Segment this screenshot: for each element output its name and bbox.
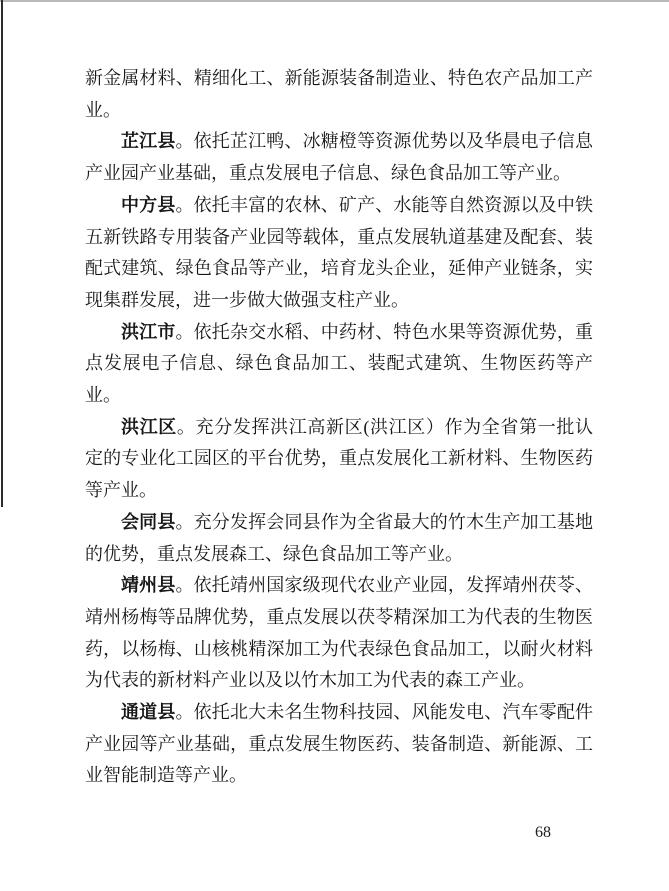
paragraph-text: 。依托丰富的农林、矿产、水能等自然资源以及中铁五新铁路专用装备产业园等载体，重点发展轨道基建及配套、装配式建筑、绿色食品等产业，培育龙头企业，延伸产业链条，实现集群发展，进一步做大做强支柱产业。	[85, 194, 594, 310]
paragraph-huitong-county	[85, 507, 593, 570]
paragraph-text: 。依托芷江鸭、冰糖橙等资源优势以及华晨电子信息产业园产业基础，重点发展电子信息、绿色食品加工等产业。	[85, 131, 594, 184]
paragraph-hongjiang-district	[85, 412, 593, 507]
county-name-huitong: 会同县	[121, 511, 176, 532]
paragraph-text: 。依托杂交水稻、中药材、特色水果等资源优势，重点发展电子信息、绿色食品加工、装配式建筑、生物医药等产业。	[85, 321, 594, 406]
paragraph-tongdao-county	[85, 697, 593, 792]
county-name-hongjiang-district: 洪江区	[121, 416, 177, 437]
paragraph-text: 新金属材料、精细化工、新能源装备制造业、特色农产品加工产业。	[85, 68, 593, 120]
paragraph-text: 。充分发挥洪江高新区(洪江区）作为全省第一批认定的专业化工园区的平台优势，重点发展化工新材料、生物医药等产业。	[85, 416, 593, 501]
county-name-tongdao: 通道县	[121, 702, 176, 723]
paragraph-zhijiang-county	[85, 126, 593, 189]
county-name-zhijiang: 芷江县	[121, 131, 176, 152]
paragraph-hongjiang-city	[85, 317, 593, 412]
body-text	[85, 63, 593, 792]
page-number: 68	[535, 824, 551, 841]
county-name-hongjiang-city: 洪江市	[121, 321, 176, 342]
scan-artifact-top-line	[0, 0, 669, 2]
county-name-jingzhou: 靖州县	[121, 575, 176, 596]
paragraph-text: 。依托北大未名生物科技园、风能发电、汽车零配件产业园等产业基础，重点发展生物医药、装备制造、新能源、工业智能制造等产业。	[85, 702, 594, 786]
paragraph-zhongfang-county	[85, 190, 593, 317]
scan-artifact-left-line	[1, 0, 3, 507]
county-name-zhongfang: 中方县	[121, 194, 176, 215]
paragraph-continuation	[85, 63, 593, 126]
paragraph-text: 。依托靖州国家级现代农业产业园，发挥靖州茯苓、靖州杨梅等品牌优势，重点发展以茯苓精深加工为代表的生物医药，以杨梅、山核桃精深加工为代表绿色食品加工，以耐火材料为代表的新材料产业以及以竹木加工为代表的森工产业。	[85, 575, 594, 691]
paragraph-jingzhou-county	[85, 570, 593, 697]
paragraph-text: 。充分发挥会同县作为全省最大的竹木生产加工基地的优势，重点发展森工、绿色食品加工等产业。	[85, 511, 594, 564]
